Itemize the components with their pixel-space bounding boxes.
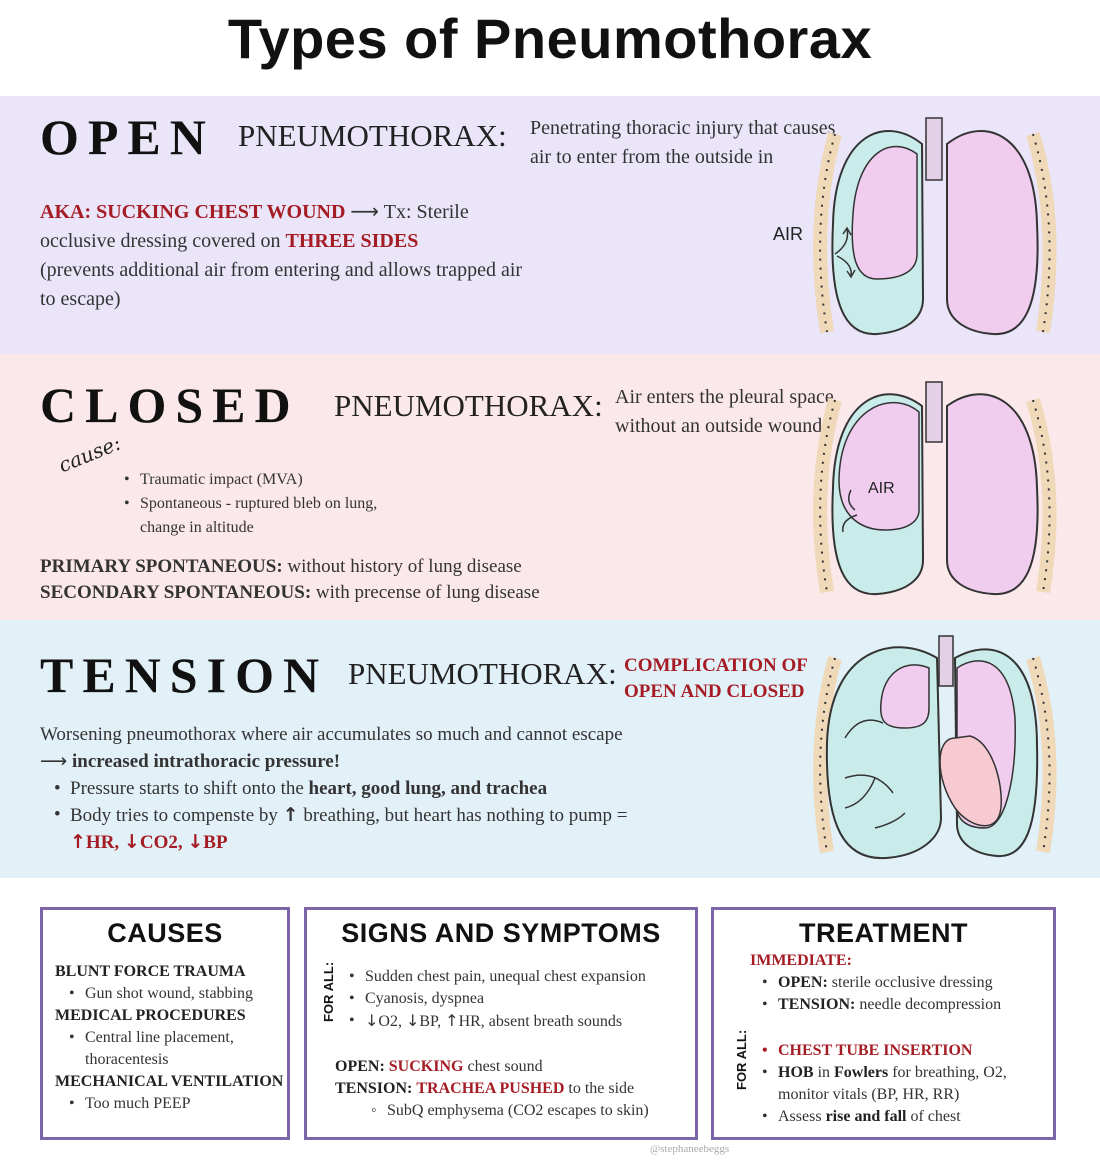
open-air-label: AIR bbox=[773, 224, 804, 244]
watermark: @stephaneebeggs bbox=[650, 1143, 730, 1155]
tension-b2-mid: breathing, but heart has nothing to pump = bbox=[303, 805, 628, 826]
signs-item: • Cyanosis, dyspnea bbox=[347, 988, 697, 1010]
tension-b1-pre: Pressure starts to shift onto the bbox=[70, 778, 304, 799]
treatment-assess-bold: rise and fall bbox=[825, 1108, 907, 1125]
treatment-box bbox=[711, 907, 1056, 1140]
arrow-icon: ⟶ bbox=[40, 750, 68, 772]
tension-complication: COMPLICATION OF OPEN AND CLOSED bbox=[624, 655, 808, 702]
treatment-hob-in: in bbox=[817, 1064, 831, 1081]
treatment-immediate-label: IMMEDIATE: bbox=[750, 952, 852, 969]
signs-open-tension bbox=[335, 1056, 695, 1122]
treatment-title: TREATMENT bbox=[799, 918, 968, 948]
right-lung bbox=[947, 131, 1038, 334]
signs-forall: FOR ALL: bbox=[321, 961, 336, 1022]
signs-o2: O2, bbox=[378, 1013, 402, 1030]
closed-heading: CLOSED bbox=[40, 377, 300, 433]
up-arrow-icon: ↑ bbox=[282, 804, 299, 826]
signs-title: SIGNS AND SYMPTOMS bbox=[341, 918, 661, 948]
tension-b1-bold: heart, good lung, and trachea bbox=[308, 778, 548, 799]
closed-spontaneous bbox=[40, 554, 640, 606]
down-arrow-icon: ↓ bbox=[123, 831, 140, 853]
signs-rest: HR, absent breath sounds bbox=[458, 1013, 623, 1030]
signs-sub: ◦ SubQ emphysema (CO2 escapes to skin) bbox=[369, 1100, 695, 1122]
tension-hr: HR, bbox=[85, 832, 120, 853]
treatment-item bbox=[760, 972, 1050, 994]
primary-text: without history of lung disease bbox=[287, 556, 522, 577]
down-arrow-icon: ↓ bbox=[187, 831, 204, 853]
open-three-sides: THREE SIDES bbox=[285, 230, 419, 252]
signs-tension-rest: to the side bbox=[568, 1080, 635, 1097]
treatment-item: • CHEST TUBE INSERTION bbox=[760, 1040, 1050, 1062]
treatment-fowlers: Fowlers bbox=[834, 1064, 889, 1081]
open-aka: AKA: SUCKING CHEST WOUND bbox=[40, 201, 346, 223]
down-arrow-icon: ↓ bbox=[365, 1011, 379, 1030]
tension-bullets bbox=[52, 776, 672, 856]
cause-label: cause: bbox=[55, 430, 125, 478]
tension-bp: BP bbox=[203, 832, 228, 853]
treatment-tension-label: TENSION: bbox=[778, 996, 856, 1013]
treatment-forall-list bbox=[760, 1040, 1050, 1128]
page-title: Types of Pneumothorax bbox=[227, 7, 873, 70]
closed-subheading: PNEUMOTHORAX: bbox=[334, 388, 603, 423]
up-arrow-icon: ↑ bbox=[70, 831, 86, 853]
tension-bullet bbox=[52, 776, 672, 802]
signs-tension-label: TENSION: bbox=[335, 1080, 413, 1097]
treatment-assess-post: of chest bbox=[910, 1108, 961, 1125]
signs-item bbox=[347, 1010, 697, 1033]
causes-box bbox=[40, 907, 290, 1140]
arrow-icon: ⟶ bbox=[350, 199, 380, 223]
treatment-open-text: sterile occlusive dressing bbox=[831, 974, 993, 991]
secondary-text: with precense of lung disease bbox=[315, 582, 540, 603]
treatment-assess-pre: Assess bbox=[778, 1108, 822, 1125]
trachea bbox=[926, 118, 942, 180]
open-heading: OPEN bbox=[40, 109, 215, 165]
closed-description: Air enters the pleural space without an outside wound bbox=[615, 386, 834, 437]
treatment-hob-rest: for breathing, O2, monitor vitals (BP, HR, RR) bbox=[778, 1064, 1007, 1103]
secondary-label: SECONDARY SPONTANEOUS: bbox=[40, 582, 312, 603]
treatment-tension-text: needle decompression bbox=[859, 996, 1002, 1013]
open-lungs-illustration bbox=[805, 104, 1065, 350]
tension-b2-pre: Body tries to compenste by bbox=[70, 805, 278, 826]
primary-label: PRIMARY SPONTANEOUS: bbox=[40, 556, 283, 577]
causes-item: • Too much PEEP bbox=[67, 1093, 287, 1115]
closed-lungs-illustration bbox=[805, 370, 1065, 610]
tension-description bbox=[40, 722, 760, 775]
tension-desc-text: Worsening pneumothorax where air accumulates so much and cannot escape bbox=[40, 724, 623, 745]
tension-bullet bbox=[52, 802, 672, 856]
closed-causes-list bbox=[122, 468, 412, 540]
causes-head: BLUNT FORCE TRAUMA bbox=[55, 963, 246, 980]
open-line2: occlusive dressing covered on bbox=[40, 230, 281, 252]
causes-title: CAUSES bbox=[107, 918, 223, 948]
causes-item: • Gun shot wound, stabbing bbox=[67, 983, 287, 1005]
tension-heading: TENSION bbox=[40, 647, 329, 703]
causes-head: MECHANICAL VENTILATION bbox=[55, 1073, 284, 1090]
down-arrow-icon: ↓ bbox=[405, 1011, 420, 1030]
tension-lungs-illustration bbox=[805, 628, 1065, 870]
treatment-item bbox=[760, 1106, 1050, 1128]
causes-item: • Central line placement, thoracentesis bbox=[67, 1027, 267, 1071]
treatment-forall: FOR ALL: bbox=[734, 1029, 749, 1090]
up-arrow-icon: ↑ bbox=[445, 1011, 459, 1030]
treatment-item bbox=[760, 1062, 1050, 1106]
causes-head: MEDICAL PROCEDURES bbox=[55, 1007, 246, 1024]
open-tx: Tx: Sterile bbox=[383, 201, 469, 223]
signs-open-rest: chest sound bbox=[467, 1058, 543, 1075]
signs-tension-red: TRACHEA PUSHED bbox=[416, 1080, 565, 1097]
open-subheading: PNEUMOTHORAX: bbox=[238, 118, 507, 153]
open-description: Penetrating thoracic injury that causes air to enter from the outside in bbox=[530, 117, 836, 168]
open-paren: (prevents additional air from entering and allows trapped air to escape) bbox=[40, 259, 523, 310]
treatment-open-label: OPEN: bbox=[778, 974, 828, 991]
signs-box bbox=[304, 907, 698, 1140]
open-details bbox=[40, 197, 540, 314]
signs-item: • Sudden chest pain, unequal chest expansion bbox=[347, 966, 697, 988]
signs-open-red: SUCKING bbox=[388, 1058, 464, 1075]
treatment-immediate bbox=[750, 950, 1050, 1016]
signs-open-label: OPEN: bbox=[335, 1058, 385, 1075]
treatment-hob: HOB bbox=[778, 1064, 814, 1081]
signs-bp: BP, bbox=[419, 1013, 442, 1030]
closed-cause-item: • Traumatic impact (MVA) bbox=[122, 468, 412, 492]
tension-increased: increased intrathoracic pressure! bbox=[72, 751, 341, 772]
tension-co2: CO2, bbox=[139, 832, 183, 853]
treatment-item bbox=[760, 994, 1050, 1016]
signs-list bbox=[347, 966, 697, 1033]
closed-cause-item: • Spontaneous - ruptured bleb on lung, change in altitude bbox=[122, 492, 412, 540]
closed-air-label: AIR bbox=[868, 480, 895, 497]
tension-subheading: PNEUMOTHORAX: bbox=[348, 656, 617, 691]
causes-content bbox=[43, 949, 287, 1115]
